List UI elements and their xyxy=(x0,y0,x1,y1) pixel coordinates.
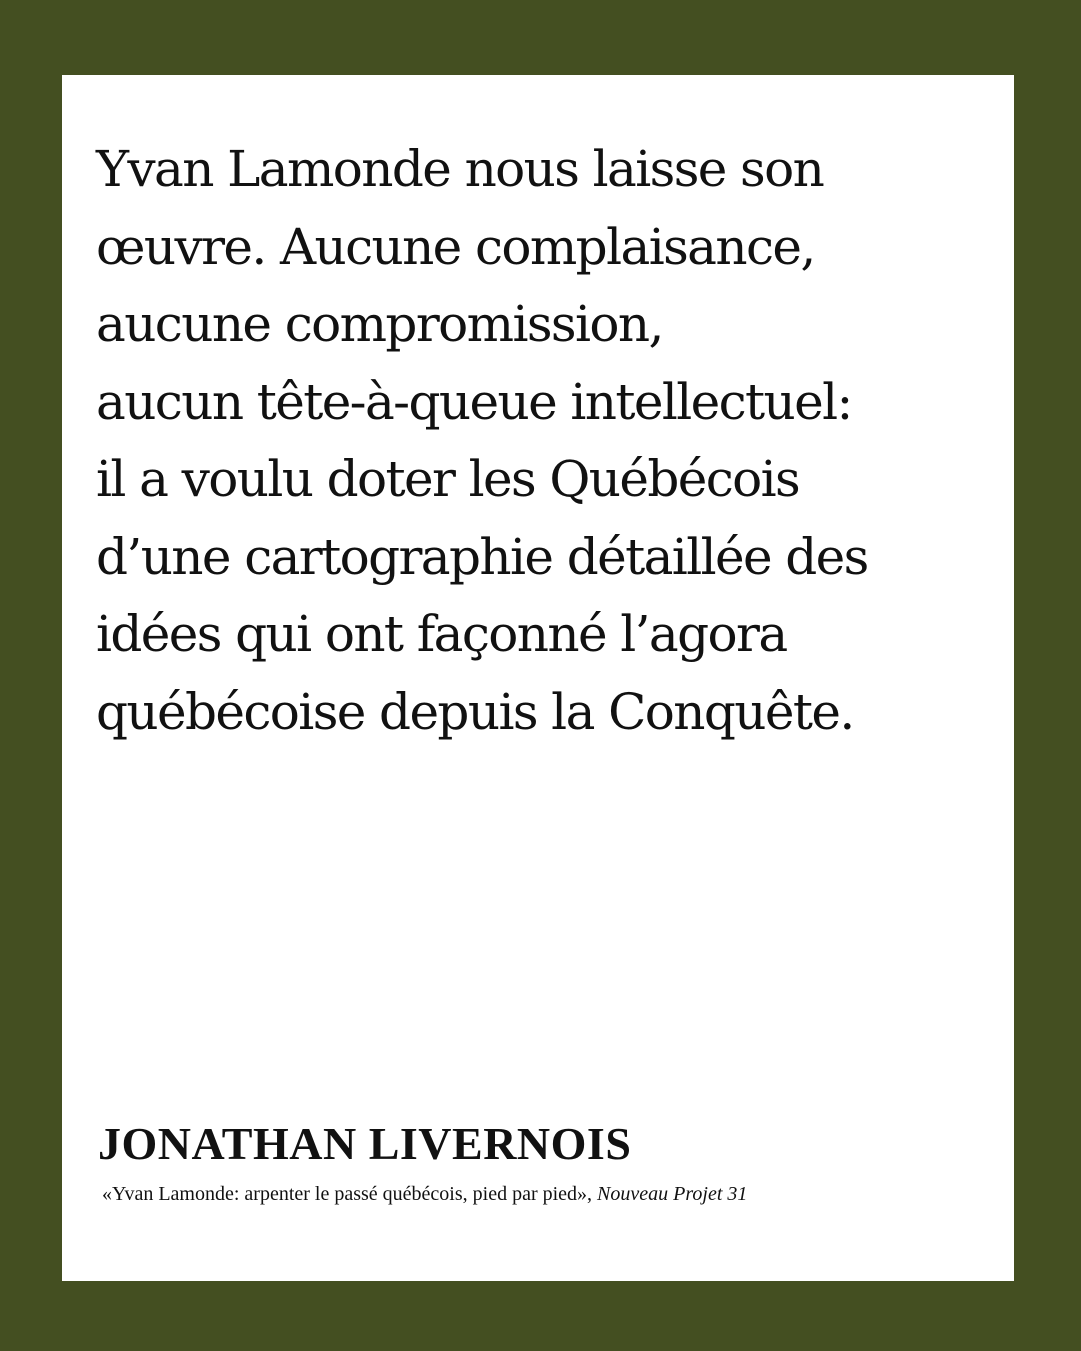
author-name: JONATHAN LIVERNOIS xyxy=(98,1118,632,1169)
quote-card xyxy=(62,75,1014,1281)
quote-line: Yvan Lamonde nous laisse son xyxy=(96,140,824,198)
quote-text xyxy=(96,131,996,751)
quote-line: aucun tête-à-queue intellectuel: xyxy=(96,372,852,431)
publication-name: Nouveau Projet 31 xyxy=(597,1183,748,1205)
quote-line: aucune compromission, xyxy=(96,295,663,353)
quote-line: québécoise depuis la Conquête. xyxy=(96,682,854,741)
article-title: «Yvan Lamonde: arpenter le passé québécois, pied par pied», xyxy=(102,1183,593,1205)
quote-line: il a voulu doter les Québécois xyxy=(96,450,800,508)
quote-line: d’une cartographie détaillée des xyxy=(96,527,868,586)
quote-line: œuvre. Aucune complaisance, xyxy=(96,217,815,276)
source-citation xyxy=(102,1182,747,1206)
quote-line: idées qui ont façonné l’agora xyxy=(96,605,787,663)
